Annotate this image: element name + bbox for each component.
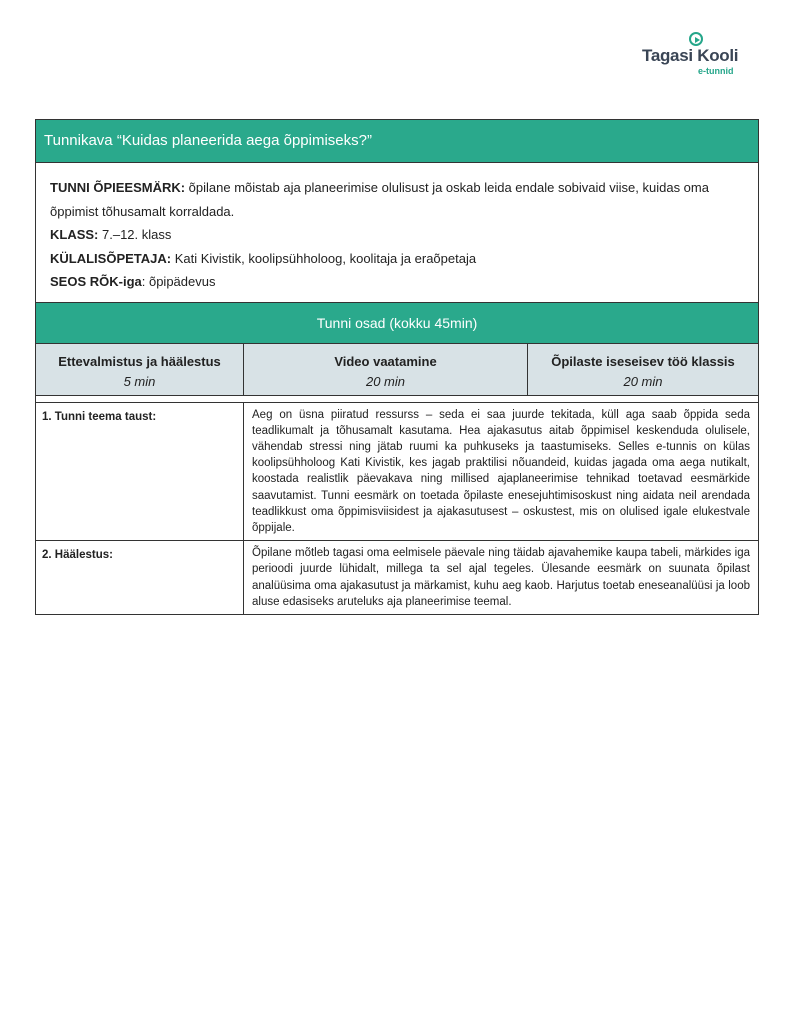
goal-text: õpilane mõistab aja planeerimise olulisust ja oskab leida endale sobivaid viise, kuidas oma õppimist tõhusamalt korraldada. [50, 180, 709, 219]
link-text: : õpipädevus [141, 274, 216, 289]
row-label: 2. Häälestus: [42, 549, 113, 562]
logo [640, 30, 750, 80]
phase-title: Õpilaste iseseisev töö klassis [551, 353, 735, 369]
phase-title: Ettevalmistus ja häälestus [58, 353, 221, 369]
phase-duration: 20 min [623, 373, 663, 389]
lesson-info [36, 163, 758, 303]
guest-label: KÜLALISÕPETAJA: [50, 250, 172, 266]
link-label: SEOS RÕK-iga [50, 274, 142, 289]
logo-subtitle: e-tunnid [698, 66, 734, 76]
phase-independent-work [527, 344, 758, 395]
phase-title: Video vaatamine [334, 353, 437, 369]
table-row [36, 403, 758, 541]
table-row [36, 540, 758, 614]
class-label: KLASS: [50, 227, 99, 242]
lesson-plan-table [35, 119, 759, 615]
row-text: Õpilane mõtleb tagasi oma eelmisele päevale ning täidab ajavahemike kaupa tabeli, märkides iga perioodi juurde lühidalt, millega ta sel ajal tegeles. Ülesande eesmärk on suunata õpilast analüüsima oma ajakasutust ja märkamist, kuhu aeg kaob. Harjutus toetab eneseanalüüsi ja loob aluse edasiseks aruteluks aja planeerimise teemal. [243, 541, 758, 614]
class-text: 7.–12. klass [98, 227, 172, 242]
lesson-parts-header [36, 303, 758, 344]
row-label: 1. Tunni teema taust: [42, 410, 157, 423]
phase-row [36, 344, 758, 396]
play-circle-icon [689, 32, 703, 46]
lesson-class [50, 223, 744, 247]
phase-preparation [36, 344, 243, 395]
lesson-curriculum-link [50, 270, 744, 294]
lesson-title: Tunnikava “Kuidas planeerida aega õppimiseks?” [36, 120, 758, 163]
goal-label: TUNNI ÕPIEESMÄRK: [50, 180, 186, 195]
logo-brand: Tagasi Kooli [642, 46, 739, 65]
guest-text: Kati Kivistik, koolipsühholoog, koolitaja ja eraõpetaja [171, 250, 477, 266]
phase-duration: 20 min [365, 373, 406, 389]
lesson-guest [50, 247, 744, 271]
parts-total: (kokku 45min) [385, 314, 478, 331]
spacer [36, 396, 758, 403]
parts-title: Tunni osad [316, 314, 386, 331]
lesson-goal [50, 176, 744, 223]
phase-video [243, 344, 527, 395]
row-text: Aeg on üsna piiratud ressurss – seda ei saa juurde tekitada, küll aga saab õppida seda teadlikumalt ja tõhusamalt kasutama. Hea ajakasutus aitab õppimisel keskenduda olulisele, vähendab stressi ning jätab ruumi ka puhkuseks ja taastumiseks. Selles e-tunnis on külas koolipsühholoog Kati Kivistik, kes jagab praktilisi nõuandeid, kuidas jagada oma aega nutikalt, koostada realistlik päevakava ning millised ajaplaneerimise tehnikad toetavad eesmärkide saavutamist. Tunni eesmärk on toetada õpilaste enesejuhtimisoskust ning aidata neil arendada teadlikkust oma õppimisviisidest ja ajakasutusest – oskustest, mis on olulised igale elukestvale õppijale. [243, 403, 758, 541]
phase-duration: 5 min [123, 373, 156, 389]
